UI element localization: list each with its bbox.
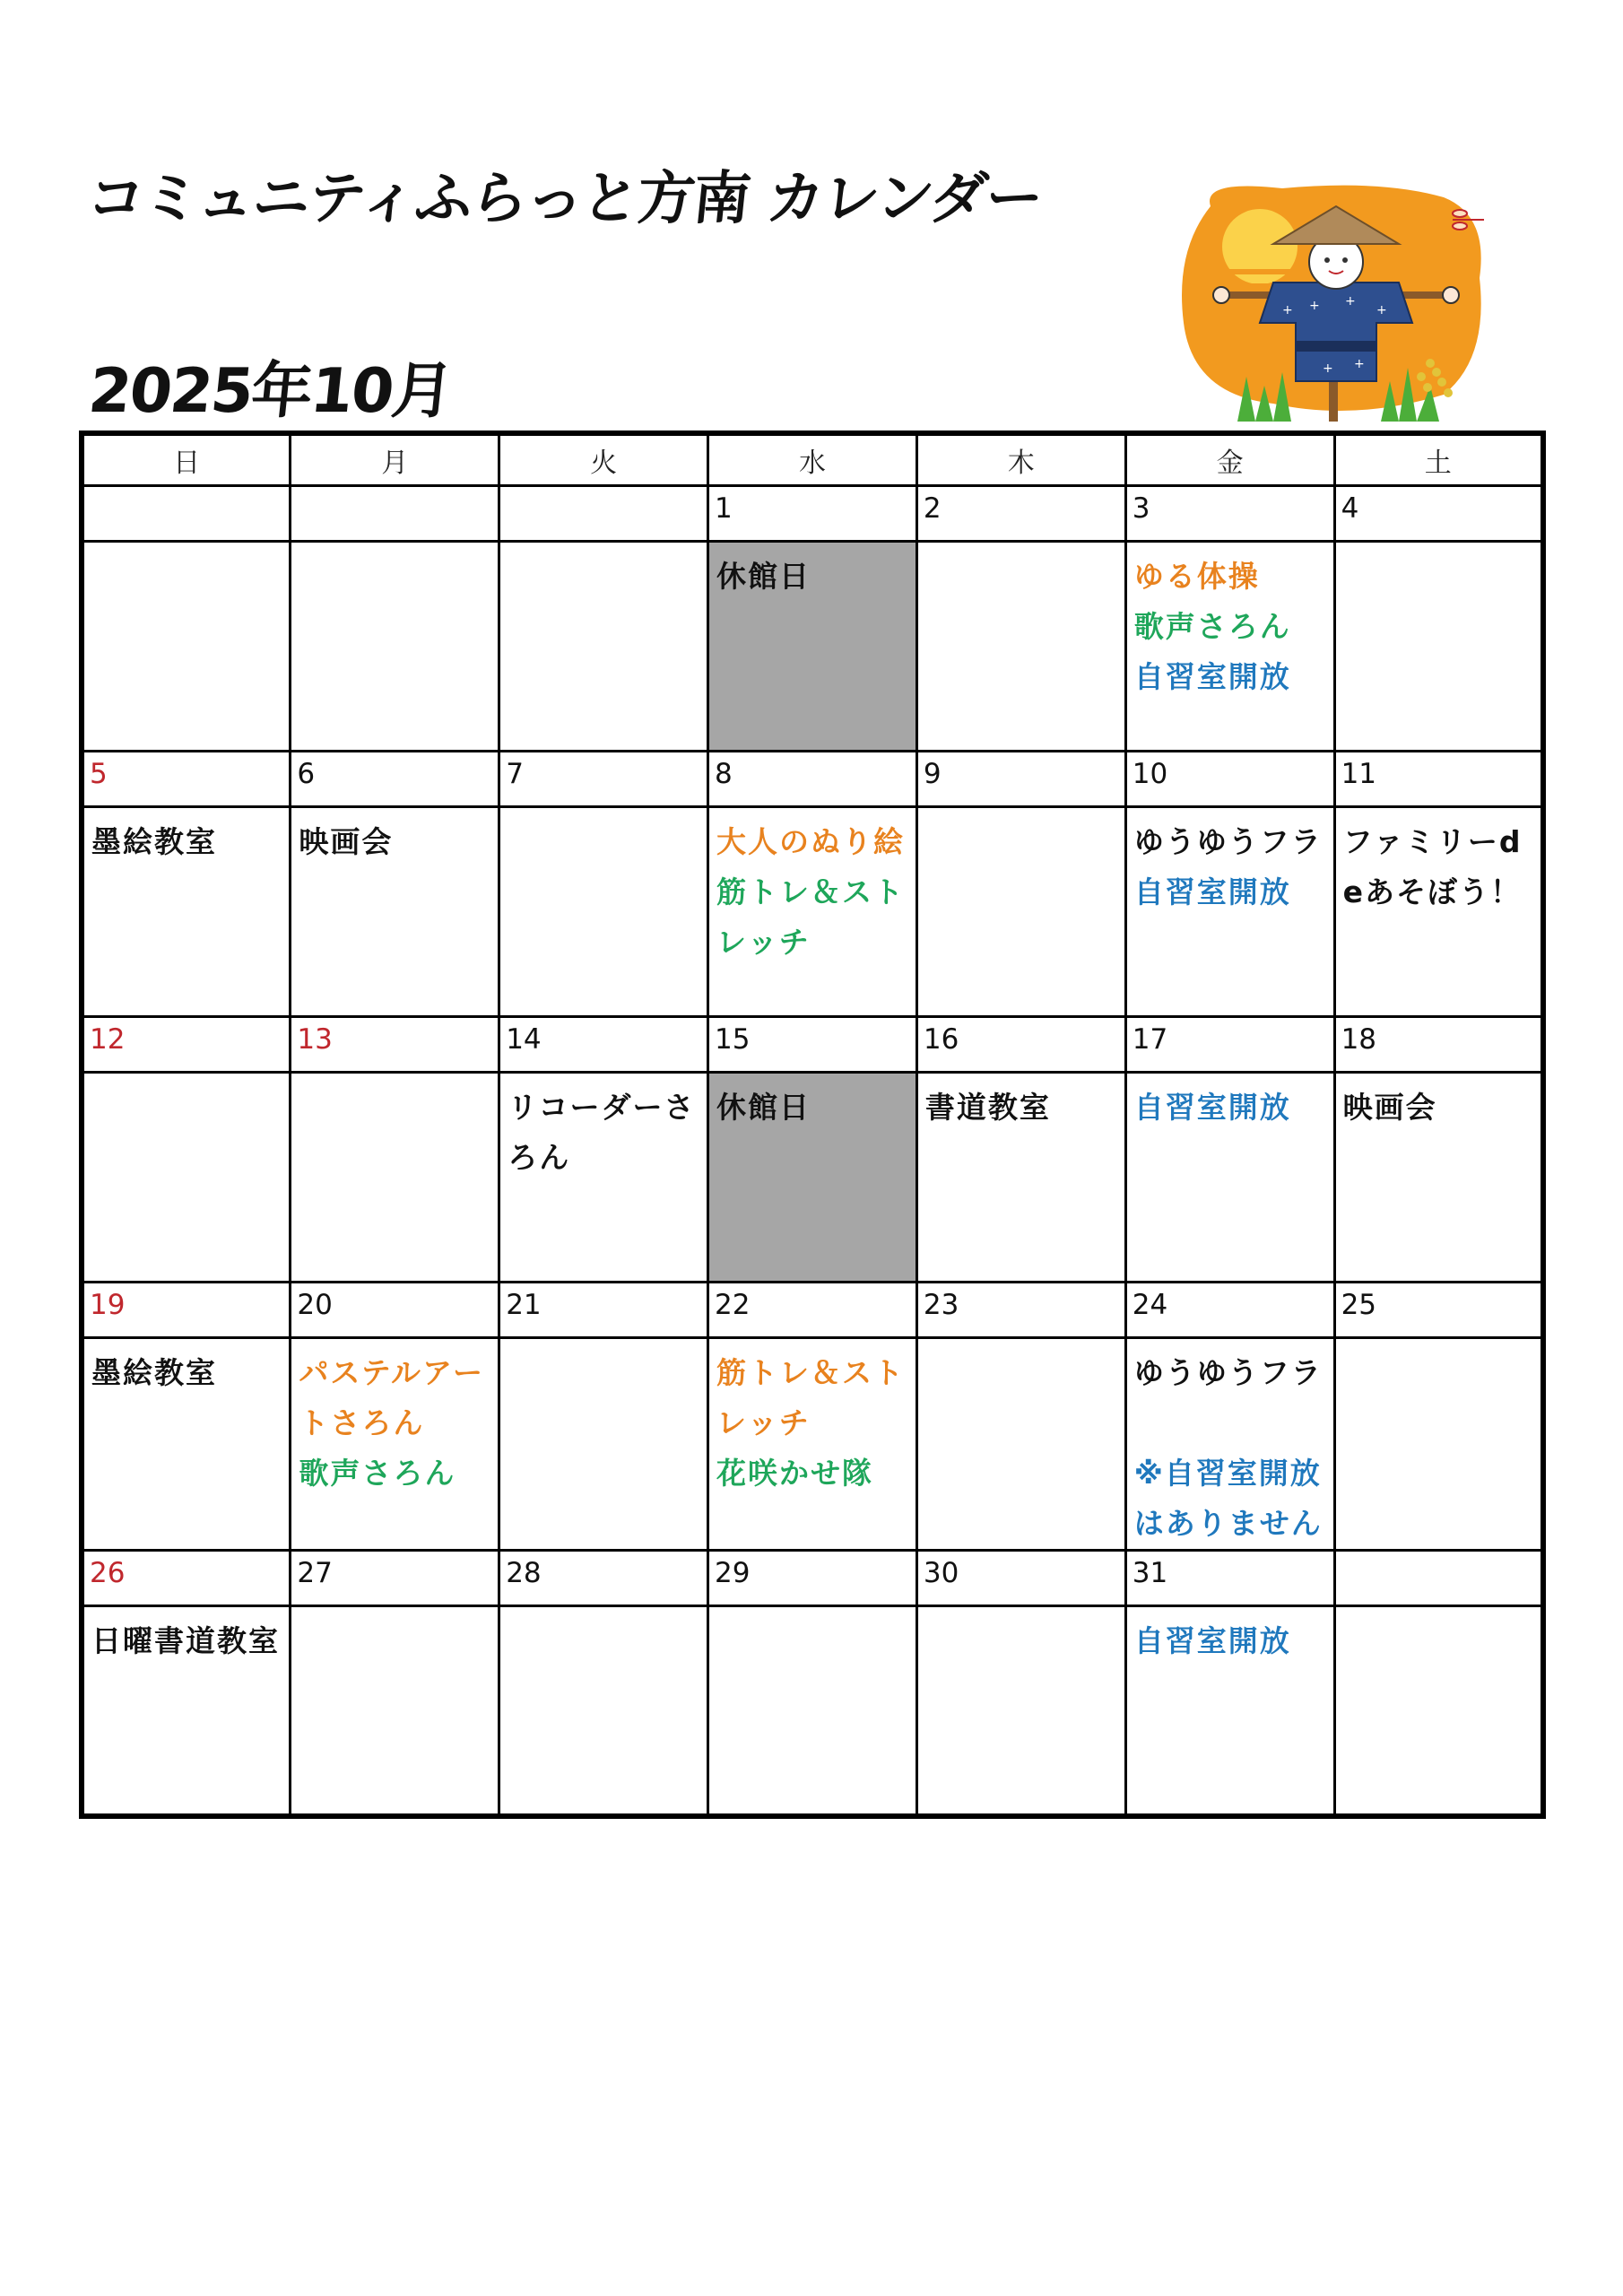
svg-text:+: + [1282, 303, 1293, 317]
weekday-sun: 日 [82, 433, 291, 486]
event-item: 自習室開放 [1133, 874, 1291, 909]
date-cell: 9 [916, 752, 1125, 807]
date-cell: 4 [1334, 486, 1543, 542]
event-item: 映画会 [1342, 1090, 1437, 1125]
event-cell [291, 1073, 499, 1283]
event-cell [499, 1338, 708, 1551]
date-cell: 11 [1334, 752, 1543, 807]
date-cell: 25 [1334, 1283, 1543, 1338]
date-cell: 21 [499, 1283, 708, 1338]
svg-text:+: + [1354, 357, 1365, 371]
event-cell [708, 1073, 917, 1283]
event-item: 歌声さろん [1133, 609, 1291, 644]
event-cell [1125, 1606, 1334, 1816]
event-cell [499, 542, 708, 752]
page-title: コミュニティふらっと方南 カレンダー [83, 166, 1045, 232]
event-cell [916, 807, 1125, 1017]
date-cell: 29 [708, 1551, 917, 1606]
svg-text:+: + [1323, 361, 1333, 376]
event-row [82, 1606, 1543, 1816]
date-cell: 20 [291, 1283, 499, 1338]
svg-text:+: + [1309, 299, 1320, 313]
date-cell: 8 [708, 752, 917, 807]
date-row [82, 486, 1543, 542]
event-cell [499, 1606, 708, 1816]
date-cell [499, 486, 708, 542]
event-item: 休館日 [716, 1090, 812, 1125]
date-cell [291, 486, 499, 542]
date-cell: 7 [499, 752, 708, 807]
weekday-tue: 火 [499, 433, 708, 486]
date-cell: 12 [82, 1017, 291, 1073]
event-cell [1334, 1338, 1543, 1551]
scarecrow-moon-icon [1175, 179, 1497, 430]
date-row [82, 1283, 1543, 1338]
date-cell: 15 [708, 1017, 917, 1073]
date-cell: 5 [82, 752, 291, 807]
event-row [82, 1338, 1543, 1551]
weekday-thu: 木 [916, 433, 1125, 486]
date-cell: 24 [1125, 1283, 1334, 1338]
date-row [82, 1551, 1543, 1606]
event-item: 自習室開放 [1133, 1623, 1291, 1658]
date-cell: 28 [499, 1551, 708, 1606]
date-cell: 18 [1334, 1017, 1543, 1073]
date-cell: 26 [82, 1551, 291, 1606]
event-item: 墨絵教室 [91, 824, 217, 859]
event-item: ゆる体操 [1133, 559, 1260, 594]
event-cell [1334, 1606, 1543, 1816]
event-cell [1334, 807, 1543, 1017]
event-item: ※自習室開放はありません [1133, 1456, 1323, 1541]
date-cell: 30 [916, 1551, 1125, 1606]
event-item: 書道教室 [924, 1090, 1051, 1125]
date-cell: 19 [82, 1283, 291, 1338]
event-item: 映画会 [299, 824, 394, 859]
event-cell [1125, 1073, 1334, 1283]
event-cell [708, 1338, 917, 1551]
event-cell [708, 1606, 917, 1816]
weekday-sat: 土 [1334, 433, 1543, 486]
weekday-header-row [82, 433, 1543, 486]
date-cell: 13 [291, 1017, 499, 1073]
event-row [82, 1073, 1543, 1283]
date-cell: 27 [291, 1551, 499, 1606]
event-row [82, 542, 1543, 752]
event-item: ゆうゆうフラ [1133, 824, 1323, 859]
date-cell: 31 [1125, 1551, 1334, 1606]
event-item: 花咲かせ隊 [716, 1456, 874, 1491]
event-cell [916, 542, 1125, 752]
event-cell [291, 807, 499, 1017]
event-cell [499, 1073, 708, 1283]
date-cell: 3 [1125, 486, 1334, 542]
event-cell [1334, 1073, 1543, 1283]
event-cell [916, 1606, 1125, 1816]
event-cell [291, 1606, 499, 1816]
event-item: 自習室開放 [1133, 1090, 1291, 1125]
date-cell: 2 [916, 486, 1125, 542]
date-cell: 1 [708, 486, 917, 542]
event-cell [82, 542, 291, 752]
event-cell [916, 1073, 1125, 1283]
event-cell [82, 1338, 291, 1551]
event-item: 大人のぬり絵 [716, 824, 906, 859]
event-item: ゆうゆうフラ [1133, 1355, 1323, 1390]
event-item [1134, 1398, 1330, 1448]
event-cell [708, 542, 917, 752]
date-cell: 17 [1125, 1017, 1334, 1073]
date-cell [82, 486, 291, 542]
event-item: ファミリーdeあそぼう！ [1342, 824, 1523, 909]
event-item: パステルアートさろん [299, 1355, 485, 1440]
event-item: 歌声さろん [299, 1456, 456, 1491]
date-cell: 22 [708, 1283, 917, 1338]
event-cell [1125, 542, 1334, 752]
event-cell [291, 542, 499, 752]
weekday-fri: 金 [1125, 433, 1334, 486]
date-cell: 16 [916, 1017, 1125, 1073]
event-cell [1125, 807, 1334, 1017]
event-item: 墨絵教室 [91, 1355, 217, 1390]
weekday-mon: 月 [291, 433, 499, 486]
event-cell [291, 1338, 499, 1551]
date-cell: 10 [1125, 752, 1334, 807]
event-item: リコーダーさろん [508, 1090, 696, 1175]
event-cell [708, 807, 917, 1017]
calendar-table [79, 430, 1546, 1819]
event-cell [82, 1606, 291, 1816]
date-cell: 14 [499, 1017, 708, 1073]
event-item: 日曜書道教室 [91, 1623, 280, 1658]
date-cell: 6 [291, 752, 499, 807]
event-item: 筋トレ＆ストレッチ [716, 1355, 906, 1440]
event-item: 自習室開放 [1133, 659, 1291, 694]
event-cell [82, 1073, 291, 1283]
event-cell [1125, 1338, 1334, 1551]
date-row [82, 752, 1543, 807]
date-cell [1334, 1551, 1543, 1606]
month-title: 2025年10月 [85, 356, 456, 427]
svg-text:+: + [1345, 294, 1356, 309]
calendar-body [82, 486, 1543, 1816]
date-cell: 23 [916, 1283, 1125, 1338]
event-cell [1334, 542, 1543, 752]
svg-text:+: + [1376, 303, 1387, 317]
event-cell [499, 807, 708, 1017]
date-row [82, 1017, 1543, 1073]
event-cell [916, 1338, 1125, 1551]
event-row [82, 807, 1543, 1017]
event-item: 筋トレ＆ストレッチ [716, 874, 906, 960]
event-item: 休館日 [716, 559, 812, 594]
weekday-wed: 水 [708, 433, 917, 486]
event-cell [82, 807, 291, 1017]
